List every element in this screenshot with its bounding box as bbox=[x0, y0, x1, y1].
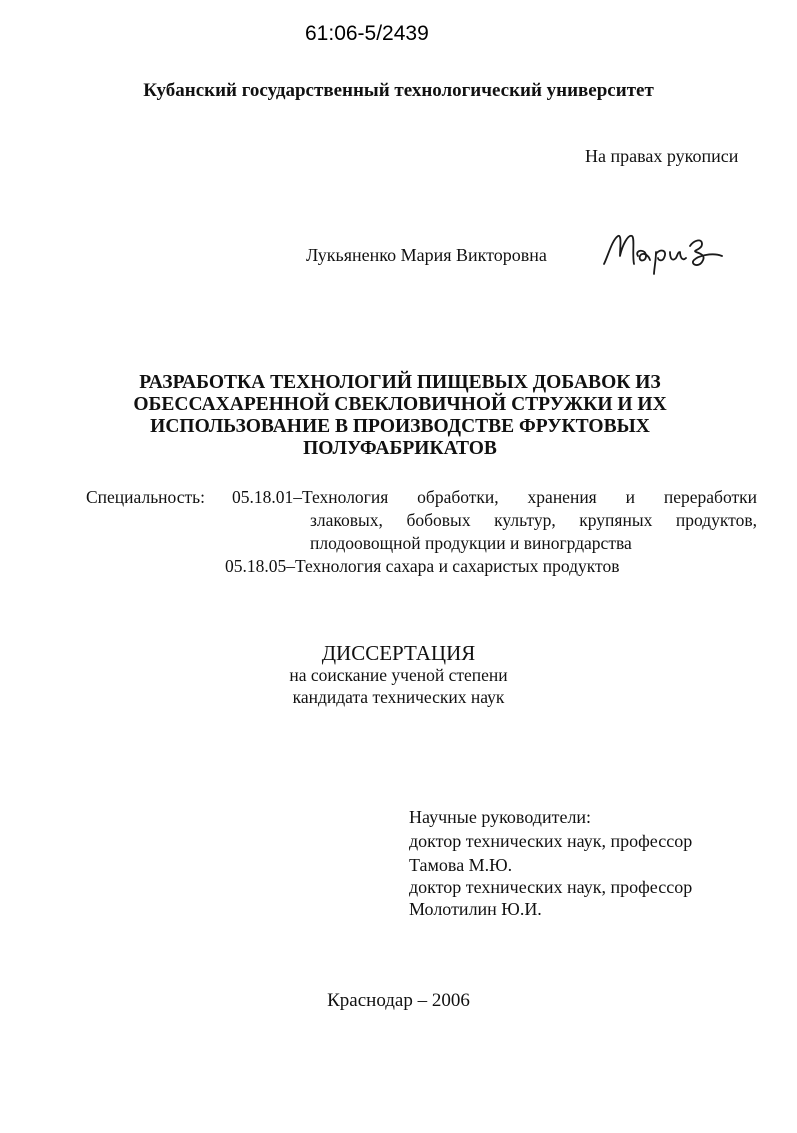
city-year: Краснодар – 2006 bbox=[327, 990, 470, 1011]
author-name: Лукьяненко Мария Викторовна bbox=[306, 245, 547, 265]
specialty-line: злаковых, бобовых культур, крупяных продуктов, bbox=[310, 510, 757, 530]
specialty-line: 05.18.01–Технология обработки, хранения и переработки bbox=[232, 487, 757, 507]
dissertation-title bbox=[100, 372, 700, 460]
advisor-line: Молотилин Ю.И. bbox=[409, 899, 542, 919]
title-line: ИСПОЛЬЗОВАНИЕ В ПРОИЗВОДСТВЕ ФРУКТОВЫХ bbox=[150, 416, 650, 437]
advisor-line: Тамова М.Ю. bbox=[409, 855, 513, 875]
degree-subtitle: кандидата технических наук bbox=[292, 687, 505, 707]
advisor-line: доктор технических наук, профессор bbox=[409, 877, 693, 897]
specialty-line: плодоовощной продукции и виногрдарства bbox=[310, 533, 632, 553]
university-name: Кубанский государственный технологический университет bbox=[143, 80, 654, 101]
archive-code: 61:06-5/2439 bbox=[305, 22, 429, 45]
advisors-heading: Научные руководители: bbox=[409, 807, 592, 827]
degree-subtitle: на соискание ученой степени bbox=[289, 665, 508, 685]
author-signature bbox=[598, 226, 728, 276]
specialty-line: 05.18.05–Технология сахара и сахаристых продуктов bbox=[225, 556, 620, 576]
rights-note: На правах рукописи bbox=[585, 146, 739, 166]
title-line: ОБЕССАХАРЕННОЙ СВЕКЛОВИЧНОЙ СТРУЖКИ И ИХ bbox=[133, 394, 667, 415]
title-line: РАЗРАБОТКА ТЕХНОЛОГИЙ ПИЩЕВЫХ ДОБАВОК ИЗ bbox=[139, 372, 661, 393]
advisor-line: доктор технических наук, профессор bbox=[409, 831, 693, 851]
specialty-label: Специальность: bbox=[86, 487, 205, 507]
title-line: ПОЛУФАБРИКАТОВ bbox=[303, 438, 497, 459]
dissertation-heading: ДИССЕРТАЦИЯ bbox=[321, 641, 476, 665]
